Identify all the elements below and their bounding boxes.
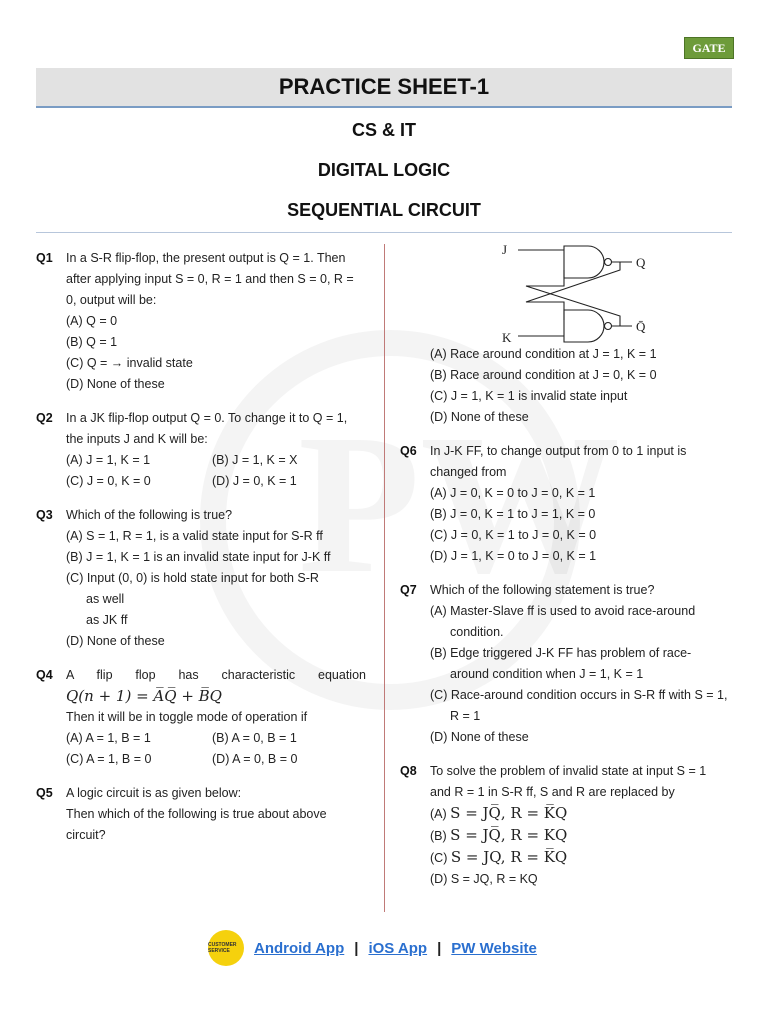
input-label-k: K [502,330,512,344]
question-text: Which of the following is true? [66,508,233,522]
right-column [400,240,730,890]
option-a: (A) J = 1, K = 1 [66,453,151,467]
circuit-svg [496,240,696,344]
question-7 [400,580,730,748]
separator: | [437,939,442,957]
separator: | [354,939,359,957]
option-b: (B) Edge triggered J-K FF has problem of race-around condition when J = 1, K = 1 [430,646,692,681]
option-d: (D) A = 0, B = 0 [212,752,298,766]
input-label-j: J [502,242,508,257]
inverter-bubble-lower [605,323,612,330]
option-c-cont: as well [86,592,125,606]
question-3 [36,505,366,652]
option-a: (A) A = 1, B = 1 [66,731,151,745]
question-text: A flip flop has characteristic equation [66,668,366,682]
question-text-2: Then it will be in toggle mode of operation if [66,710,308,724]
question-number: Q8 [400,764,417,778]
option-a: (A) Race around condition at J = 1, K = 1 [430,347,657,361]
option-label: (B) [430,829,447,843]
option-d: (D) None of these [66,634,165,648]
question-number: Q1 [36,251,53,265]
subtopic-line: SEQUENTIAL CIRCUIT [287,200,481,220]
question-text: Which of the following statement is true? [430,583,655,597]
logo-text: CUSTOMER SERVICE [208,942,237,954]
question-8 [400,761,730,890]
customer-service-logo [208,930,244,966]
nand-gate-upper [564,246,604,278]
inverter-bubble-upper [605,259,612,266]
option-equation: S = JQ̅, R = K̅Q [450,804,568,822]
option-equation: S = JQ̅, R = KQ [450,826,568,844]
option-label: (C) [430,851,448,865]
question-6 [400,441,730,567]
question-number: Q3 [36,508,53,522]
option-c: (C) J = 1, K = 1 is invalid state input [430,389,628,403]
option-b: (B) J = 0, K = 1 to J = 1, K = 0 [430,507,596,521]
option-a: (A) Q = 0 [66,314,118,328]
option-c: (C) J = 0, K = 0 [66,474,151,488]
option-d: (D) None of these [430,730,529,744]
question-5 [36,783,366,846]
characteristic-equation: Q(n + 1) = A̅Q̅ + B̅Q [66,687,222,705]
left-column [36,248,366,846]
option-a [430,803,730,825]
question-number: Q5 [36,786,53,800]
topic-line: DIGITAL LOGIC [317,160,451,180]
question-number: Q4 [36,668,53,682]
option-c: (C) Race-around condition occurs in S-R ff with S = 1, R = 1 [430,688,728,723]
option-b: (B) A = 0, B = 1 [212,731,297,745]
logic-circuit-diagram [496,240,730,344]
option-c [430,847,730,869]
question-4 [36,665,366,770]
option-b [430,825,730,847]
column-divider [384,244,385,912]
question-1 [36,248,366,395]
question-text-2: Then which of the following is true about above circuit? [66,807,327,842]
option-c: (C) A = 1, B = 0 [66,752,152,766]
gate-badge: GATE [684,37,734,59]
option-b: (B) J = 1, K = 1 is an invalid state input for J-K ff [66,550,331,564]
options-grid [66,450,366,492]
question-text: To solve the problem of invalid state at input S = 1 and R = 1 in S-R ff, S and R are replaced by [430,764,707,799]
question-text: In J-K FF, to change output from 0 to 1 input is changed from [430,444,687,479]
page-title: PRACTICE SHEET-1 [278,74,490,99]
option-b: (B) Race around condition at J = 0, K = 0 [430,368,657,382]
option-a: (A) S = 1, R = 1, is a valid state input for S-R ff [66,529,323,543]
header-divider [36,232,732,233]
question-2 [36,408,366,492]
nand-gate-lower [564,310,604,342]
question-text: In a S-R flip-flop, the present output is Q = 1. Then after applying input S = 0, R = 1 and then S = 0, R = 0, output will be: [66,251,354,307]
option-a: (A) Master-Slave ff is used to avoid race-around condition. [430,604,696,639]
question-number: Q7 [400,583,417,597]
option-d: (D) None of these [66,377,165,391]
question-number: Q6 [400,444,417,458]
output-label-q: Q [636,255,646,270]
option-c-cont: as JK ff [86,613,128,627]
option-b: (B) J = 1, K = X [212,453,298,467]
question-number: Q2 [36,411,53,425]
android-app-link[interactable]: Android App [254,939,345,957]
option-a: (A) J = 0, K = 0 to J = 0, K = 1 [430,486,596,500]
subject-line: CS & IT [351,120,416,140]
question-5-options [400,344,730,428]
option-d: (D) J = 0, K = 1 [212,474,297,488]
option-d: (D) S = JQ, R = KQ [430,872,538,886]
title-bar [36,68,732,108]
option-c: (C) J = 0, K = 1 to J = 0, K = 0 [430,528,597,542]
options-grid [66,728,366,770]
option-d: (D) J = 1, K = 0 to J = 0, K = 1 [430,549,597,563]
pw-website-link[interactable]: PW Website [451,939,537,957]
footer-links [208,930,537,966]
option-c: (C) Input (0, 0) is hold state input for both S-R [66,571,319,585]
option-b: (B) Q = 1 [66,335,118,349]
question-text: In a JK flip-flop output Q = 0. To change it to Q = 1, the inputs J and K will be: [66,411,348,446]
option-d: (D) None of these [430,410,529,424]
option-c: (C) Q = → invalid state [66,356,193,370]
question-text: A logic circuit is as given below: [66,786,242,800]
ios-app-link[interactable]: iOS App [368,939,428,957]
option-equation: S = JQ, R = K̅Q [450,848,568,866]
option-label: (A) [430,807,447,821]
output-label-qbar: Q̄ [636,319,646,334]
